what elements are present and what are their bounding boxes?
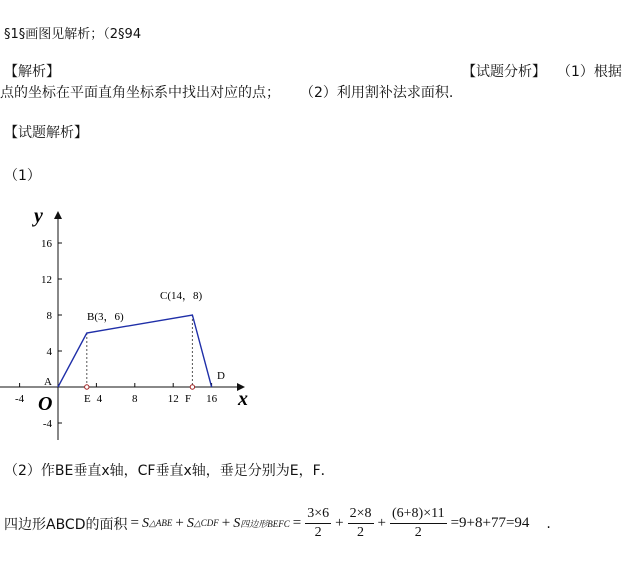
y-axis-label: y — [34, 205, 43, 227]
fraction-3 — [390, 505, 447, 542]
s1-subscript: △ABE — [148, 518, 173, 528]
y-tick-label: -4 — [42, 418, 52, 430]
y-tick-label: 12 — [41, 274, 52, 286]
fraction-2 — [348, 505, 374, 542]
point-e-marker — [85, 385, 89, 389]
fraction-1 — [305, 505, 331, 542]
y-tick-label: 8 — [46, 310, 52, 322]
part1-basis-label: （1）根据 — [557, 64, 622, 80]
result: =9+8+77=94 — [450, 515, 530, 531]
point-c-label: C(14，8) — [160, 290, 203, 302]
fraction-3-numerator: (6+8)×11 — [390, 505, 447, 524]
y-tick-label: 4 — [46, 346, 52, 358]
point-f-marker — [190, 385, 194, 389]
quadrilateral-abcd — [58, 315, 212, 387]
test-analysis-header: 【试题分析】 — [462, 64, 546, 80]
x-tick-label: -4 — [15, 393, 25, 405]
answer-line: §1§画图见解析；（2§94 — [4, 27, 142, 42]
x-tick-label: 8 — [132, 393, 138, 405]
end-period: . — [546, 515, 551, 532]
x-tick-label: 12 — [167, 393, 179, 405]
y-tick-label: 16 — [41, 238, 52, 250]
x-tick-label: 16 — [206, 393, 218, 405]
area-formula: 四边形ABCD的面积 = S △ABE + S △CDF + S 四边形BEFC = $\frac{3\times 6}{2}$ + $\frac{2\times 8}{2}$ + $\frac{(6+8)\times 11}{2}$ =9+8+77=94 . — [4, 506, 551, 540]
area-label: 四边形ABCD的面积 — [4, 516, 128, 533]
x-axis-label: x — [238, 388, 248, 410]
fraction-1-denominator: 2 — [314, 525, 322, 540]
fraction-2-denominator: 2 — [357, 525, 365, 540]
analysis-header: 【解析】 — [4, 64, 60, 80]
solution-part2: （2）作BE垂直x轴，CF垂直x轴，垂足分别为E，F． — [4, 463, 335, 479]
solution-part1-label: （1） — [4, 168, 41, 184]
point-d-label: D — [217, 370, 225, 382]
origin-label: O — [38, 393, 53, 415]
coordinate-graph — [0, 200, 270, 445]
eq-sign: = — [130, 515, 139, 531]
fraction-2-numerator: 2×8 — [348, 505, 374, 524]
analysis-line-2a: 点的坐标在平面直角坐标系中找出对应的点； — [0, 85, 280, 101]
point-b-label: B(3，6) — [87, 311, 124, 323]
x-tick-label: 4 — [96, 393, 103, 405]
point-f-label: F — [185, 393, 192, 405]
fraction-1-numerator: 3×6 — [305, 505, 331, 524]
analysis-line-2b: （2）利用割补法求面积. — [300, 85, 454, 101]
solution-header: 【试题解析】 — [4, 125, 88, 141]
s2-subscript: △CDF — [193, 518, 219, 528]
fraction-3-denominator: 2 — [414, 525, 422, 540]
point-e-label: E — [84, 393, 91, 405]
point-a-label: A — [44, 376, 52, 388]
s3-subscript: 四边形BEFC — [240, 519, 290, 529]
